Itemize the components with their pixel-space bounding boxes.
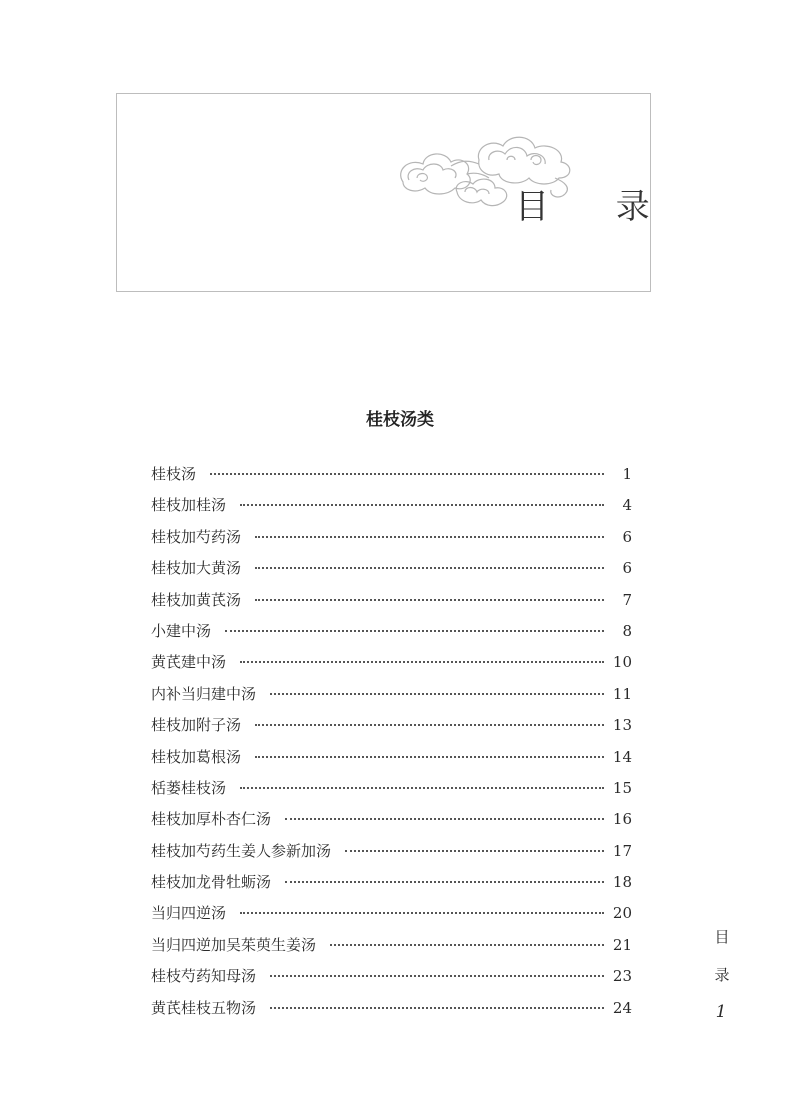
- dot-leader: [345, 850, 604, 852]
- toc-entry-title: 桂枝加附子汤: [151, 716, 242, 735]
- dot-leader: [255, 567, 604, 569]
- toc-entry-title: 桂枝加黄芪汤: [151, 590, 242, 609]
- toc-entry-title: 桂枝汤: [151, 465, 197, 483]
- dot-leader: [240, 504, 604, 506]
- toc-entry-title: 桂枝加龙骨牡蛎汤: [151, 873, 272, 892]
- toc-entry[interactable]: [151, 746, 632, 777]
- dot-leader: [330, 944, 604, 946]
- table-of-contents: [151, 463, 632, 1028]
- toc-entry-title: 当归四逆加吴茱萸生姜汤: [151, 935, 317, 954]
- dot-leader: [270, 693, 604, 695]
- dot-leader: [255, 724, 604, 726]
- toc-entry-title: 栝蒌桂枝汤: [151, 778, 227, 797]
- title-box: [116, 93, 678, 292]
- toc-entry[interactable]: [151, 902, 632, 933]
- dot-leader: [255, 599, 604, 601]
- toc-entry[interactable]: [151, 934, 632, 965]
- dot-leader: [255, 756, 604, 758]
- dot-leader: [285, 881, 604, 883]
- toc-entry-title: 当归四逆汤: [151, 904, 227, 923]
- toc-entry[interactable]: [151, 557, 632, 588]
- toc-entry-page: 18: [612, 873, 632, 892]
- toc-entry-title: 桂枝加葛根汤: [151, 747, 242, 766]
- toc-entry[interactable]: [151, 589, 632, 620]
- toc-entry[interactable]: [151, 714, 632, 745]
- toc-entry-page: 7: [622, 590, 632, 609]
- toc-entry-page: 21: [612, 935, 632, 954]
- toc-entry-title: 桂枝芍药知母汤: [151, 967, 257, 986]
- toc-entry-title: 黄芪建中汤: [151, 653, 227, 672]
- toc-entry-page: 6: [622, 559, 632, 578]
- dot-leader: [285, 818, 604, 820]
- toc-entry[interactable]: [151, 777, 632, 808]
- toc-entry-page: 14: [612, 747, 632, 766]
- running-head: [710, 918, 734, 994]
- toc-entry[interactable]: [151, 651, 632, 682]
- toc-entry-page: 8: [622, 621, 632, 640]
- toc-entry[interactable]: [151, 871, 632, 902]
- toc-entry-page: 17: [612, 841, 632, 860]
- section-heading: 桂枝汤类: [366, 410, 434, 430]
- toc-entry[interactable]: [151, 494, 632, 525]
- dot-leader: [210, 473, 604, 475]
- toc-entry-page: 6: [622, 527, 632, 546]
- toc-entry-page: 23: [612, 967, 632, 986]
- toc-entry-title: 桂枝加厚朴杏仁汤: [151, 810, 272, 829]
- toc-entry-title: 桂枝加芍药生姜人参新加汤: [151, 841, 332, 860]
- toc-entry-title: 黄芪桂枝五物汤: [151, 998, 257, 1017]
- dot-leader: [225, 630, 604, 632]
- toc-entry[interactable]: [151, 965, 632, 996]
- toc-entry-title: 小建中汤: [151, 621, 212, 640]
- page-number: 1: [715, 1002, 727, 1022]
- toc-entry[interactable]: [151, 526, 632, 557]
- toc-entry[interactable]: [151, 683, 632, 714]
- toc-entry-page: 24: [612, 998, 632, 1017]
- toc-entry-page: 4: [622, 496, 632, 515]
- toc-entry-page: 13: [612, 716, 632, 735]
- dot-leader: [240, 661, 604, 663]
- toc-entry-page: 10: [612, 653, 632, 672]
- toc-entry[interactable]: [151, 463, 632, 494]
- toc-entry[interactable]: [151, 808, 632, 839]
- dot-leader: [240, 787, 604, 789]
- dot-leader: [240, 912, 604, 914]
- running-head-char: 录: [714, 966, 730, 984]
- dot-leader: [255, 536, 604, 538]
- toc-entry-page: 15: [612, 778, 632, 797]
- toc-entry-title: 桂枝加芍药汤: [151, 527, 242, 546]
- page-title: 目 录: [515, 187, 678, 227]
- toc-entry-page: 20: [612, 904, 632, 923]
- running-head-char: 目: [714, 928, 730, 946]
- toc-entry-title: 桂枝加大黄汤: [151, 559, 242, 578]
- toc-entry-title: 桂枝加桂汤: [151, 496, 227, 515]
- toc-entry-page: 1: [622, 465, 632, 483]
- dot-leader: [270, 975, 604, 977]
- toc-entry[interactable]: [151, 840, 632, 871]
- toc-entry[interactable]: [151, 997, 632, 1028]
- toc-entry-page: 16: [612, 810, 632, 829]
- toc-entry-title: 内补当归建中汤: [151, 684, 257, 703]
- dot-leader: [270, 1007, 604, 1009]
- toc-entry-page: 11: [612, 684, 632, 703]
- toc-entry[interactable]: [151, 620, 632, 651]
